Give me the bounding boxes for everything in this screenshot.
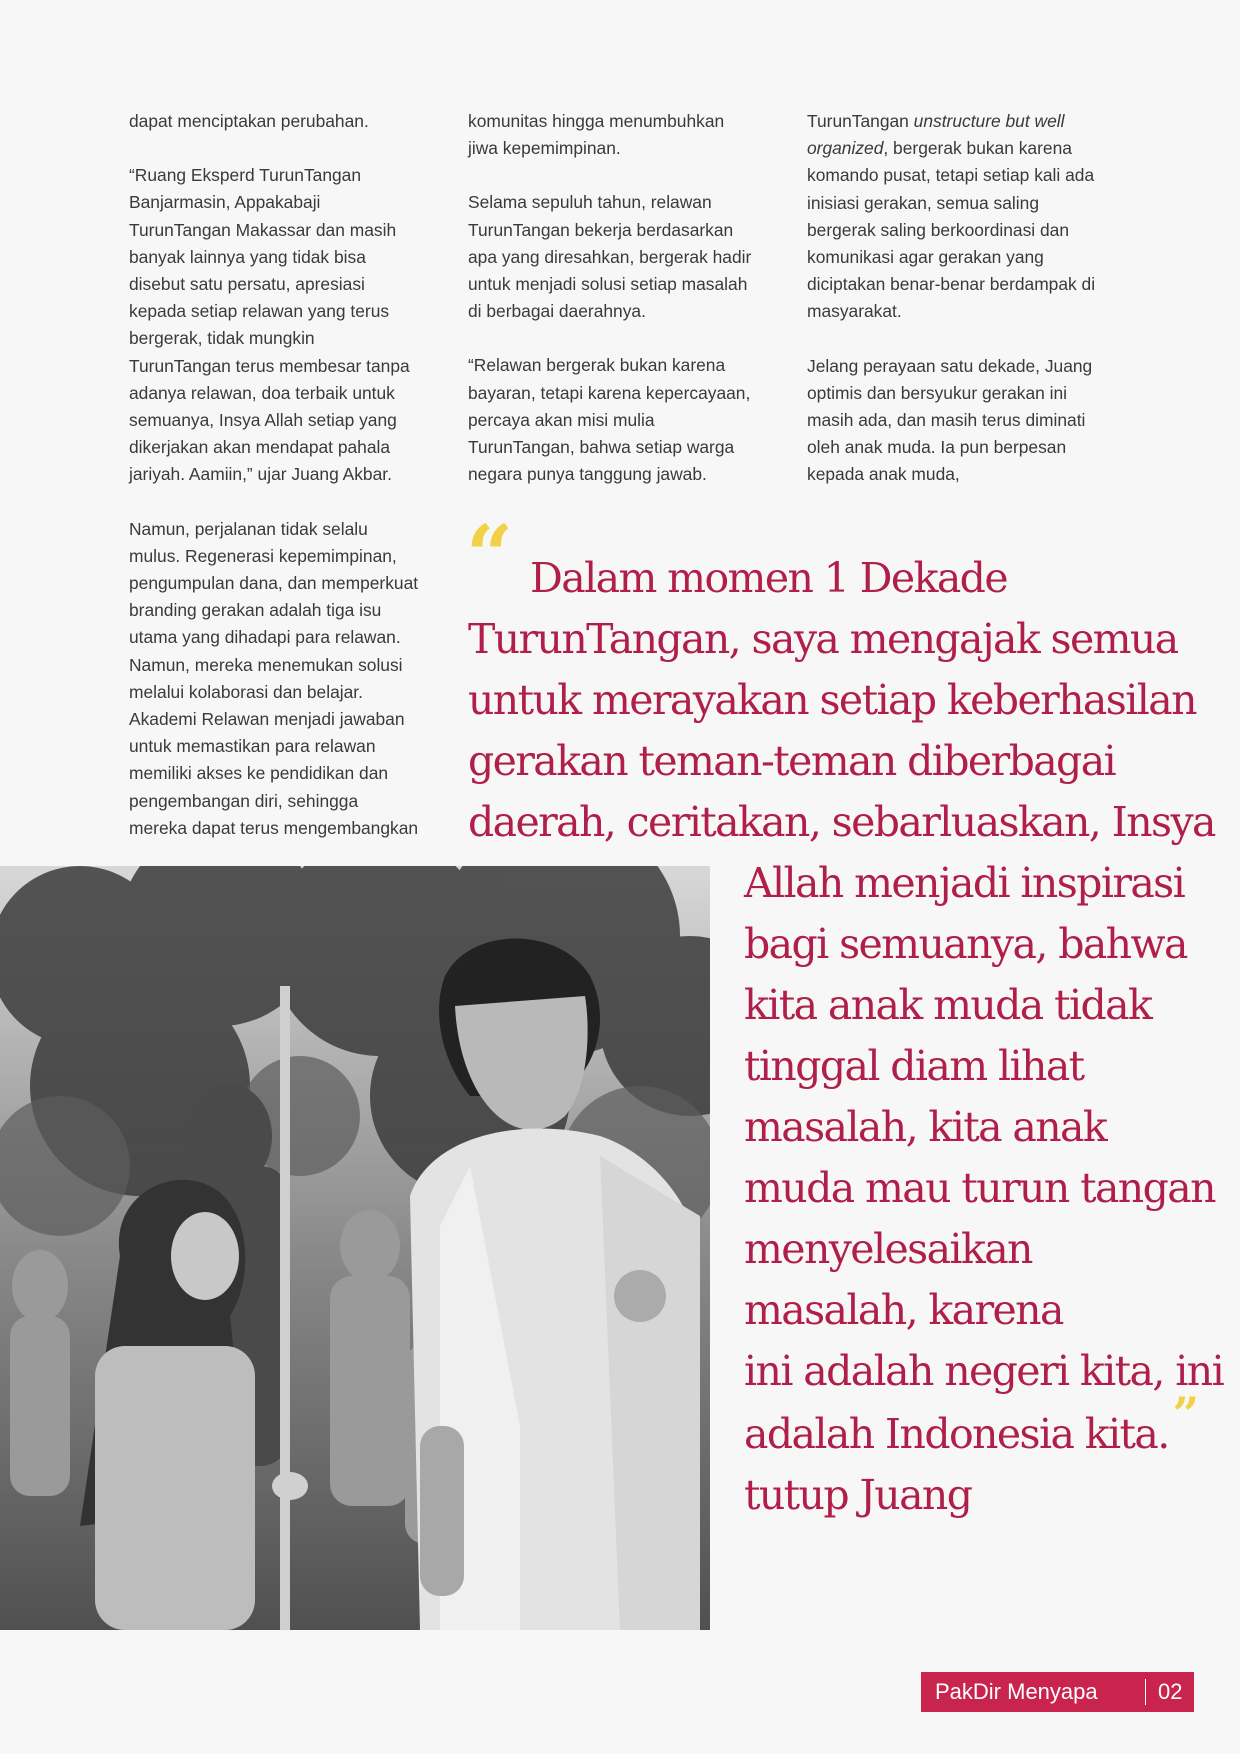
text-line: negara punya tanggung jawab. (468, 464, 707, 485)
italic-text-run: unstructure but well (913, 111, 1065, 131)
text-line: bergerak, tidak mungkin (129, 328, 315, 349)
volunteer-photo (0, 866, 710, 1630)
text-line: jiwa kepemimpinan. (468, 138, 621, 159)
text-line: Namun, perjalanan tidak selalu (129, 518, 368, 539)
page-number: 02 (1158, 1679, 1183, 1704)
text-line: masih ada, dan masih terus diminati (807, 410, 1086, 431)
footer-section-label: PakDir Menyapa (935, 1679, 1098, 1704)
text-line: masyarakat. (807, 301, 902, 322)
quote-line (468, 548, 1228, 609)
quote-text: bagi semuanya, bahwa (744, 920, 1187, 968)
col2-paragraph-1 (468, 108, 774, 162)
col1-paragraph-3 (129, 516, 435, 842)
text-line: untuk memastikan para relawan (129, 736, 376, 757)
close-quote-mark: ” (1172, 1387, 1196, 1441)
text-line: pengembangan diri, sehingga (129, 790, 359, 811)
italic-text-run: organized (807, 138, 884, 159)
text-line: TurunTangan Makassar dan masih (129, 219, 397, 240)
text-line: TurunTangan, bahwa setiap warga (468, 437, 735, 458)
article-column-3 (807, 108, 1113, 516)
text-line: kepada anak muda, (807, 464, 960, 485)
quote-text: TurunTangan, saya mengajak semua (468, 615, 1178, 663)
article-column-1 (129, 108, 435, 869)
text-line: semuanya, Insya Allah setiap yang (129, 410, 397, 431)
text-run: TurunTangan (807, 111, 914, 131)
col3-paragraph-1 (807, 108, 1113, 326)
col2-paragraph-2 (468, 189, 774, 325)
text-line: kepada setiap relawan yang terus (129, 301, 390, 322)
text-line: Namun, mereka menemukan solusi (129, 654, 403, 675)
col1-paragraph-1 (129, 108, 435, 135)
quote-line (468, 609, 1228, 670)
text-line: bergerak saling berkoordinasi dan (807, 219, 1069, 240)
text-line: bayaran, tetapi karena kepercayaan, (468, 382, 751, 403)
quote-text: kita anak muda tidak (744, 981, 1152, 1029)
page-footer-badge (921, 1672, 1194, 1712)
quote-text: menyelesaikan (744, 1225, 1032, 1273)
quote-text: tinggal diam lihat (744, 1042, 1084, 1090)
col3-paragraph-2 (807, 353, 1113, 489)
col2-paragraph-3 (468, 352, 774, 488)
col1-paragraph-2 (129, 162, 435, 488)
quote-line (468, 670, 1228, 731)
text-line: inisiasi gerakan, semua saling (807, 192, 1039, 213)
quote-line (468, 731, 1228, 792)
open-quote-mark: “ (466, 508, 508, 604)
text-line: pengumpulan dana, dan memperkuat (129, 573, 419, 594)
text-line: Akademi Relawan menjadi jawaban (129, 709, 405, 730)
text-line: komunikasi agar gerakan yang (807, 247, 1044, 268)
text-line: Selama sepuluh tahun, relawan (468, 192, 712, 213)
text-line (807, 135, 1113, 162)
text-line: banyak lainnya yang tidak bisa (129, 246, 366, 267)
text-line: optimis dan bersyukur gerakan ini (807, 382, 1068, 403)
text-line: dapat menciptakan perubahan. (129, 111, 369, 131)
text-line: disebut satu persatu, apresiasi (129, 274, 365, 295)
text-line: mulus. Regenerasi kepemimpinan, (129, 545, 397, 566)
text-line: Jelang perayaan satu dekade, Juang (807, 355, 1093, 376)
text-line: jariyah. Aamiin,” ujar Juang Akbar. (129, 464, 392, 485)
quote-text: muda mau turun tangan (744, 1164, 1215, 1212)
text-line: oleh anak muda. Ia pun berpesan (807, 437, 1067, 458)
text-line: TurunTangan terus membesar tanpa (129, 355, 410, 376)
text-run: , bergerak bukan karena (883, 138, 1072, 159)
text-line: “Relawan bergerak bukan karena (468, 355, 726, 376)
quote-text: daerah, ceritakan, sebarluaskan, Insya (468, 798, 1215, 846)
quote-line (468, 792, 1228, 853)
text-line: memiliki akses ke pendidikan dan (129, 763, 389, 784)
quote-text: untuk merayakan setiap keberhasilan (468, 676, 1196, 724)
text-line: di berbagai daerahnya. (468, 301, 646, 322)
text-line: dikerjakan akan mendapat pahala (129, 437, 391, 458)
text-line: komunitas hingga menumbuhkan (468, 111, 725, 131)
article-column-2 (468, 108, 774, 515)
text-line: diciptakan benar-benar berdampak di (807, 274, 1096, 295)
text-line: “Ruang Eksperd TurunTangan (129, 165, 362, 186)
quote-text: gerakan teman-teman diberbagai (468, 737, 1116, 785)
text-line: utama yang dihadapi para relawan. (129, 627, 401, 648)
photo-illustration (0, 866, 710, 1630)
text-line: percaya akan misi mulia (468, 409, 655, 430)
text-line (807, 108, 1113, 135)
quote-text: masalah, kita anak (744, 1103, 1107, 1151)
quote-text: adalah Indonesia kita. (744, 1410, 1169, 1458)
text-line: branding gerakan adalah tiga isu (129, 600, 382, 621)
text-line: TurunTangan bekerja berdasarkan (468, 219, 734, 240)
quote-text: masalah, karena (744, 1286, 1063, 1334)
text-line: apa yang diresahkan, bergerak hadir (468, 246, 752, 267)
text-line: untuk menjadi solusi setiap masalah (468, 274, 748, 295)
text-line: mereka dapat terus mengembangkan (129, 817, 419, 838)
text-line: komando pusat, tetapi setiap kali ada (807, 165, 1095, 186)
quote-text: ini adalah negeri kita, ini (744, 1347, 1224, 1395)
quote-text: Allah menjadi inspirasi (744, 859, 1185, 907)
quote-text: Dalam momen 1 Dekade (530, 554, 1007, 602)
text-line: Banjarmasin, Appakabaji (129, 192, 321, 213)
text-line: adanya relawan, doa terbaik untuk (129, 382, 395, 403)
text-line: melalui kolaborasi dan belajar. (129, 681, 363, 702)
quote-attribution: tutup Juang (744, 1471, 972, 1519)
